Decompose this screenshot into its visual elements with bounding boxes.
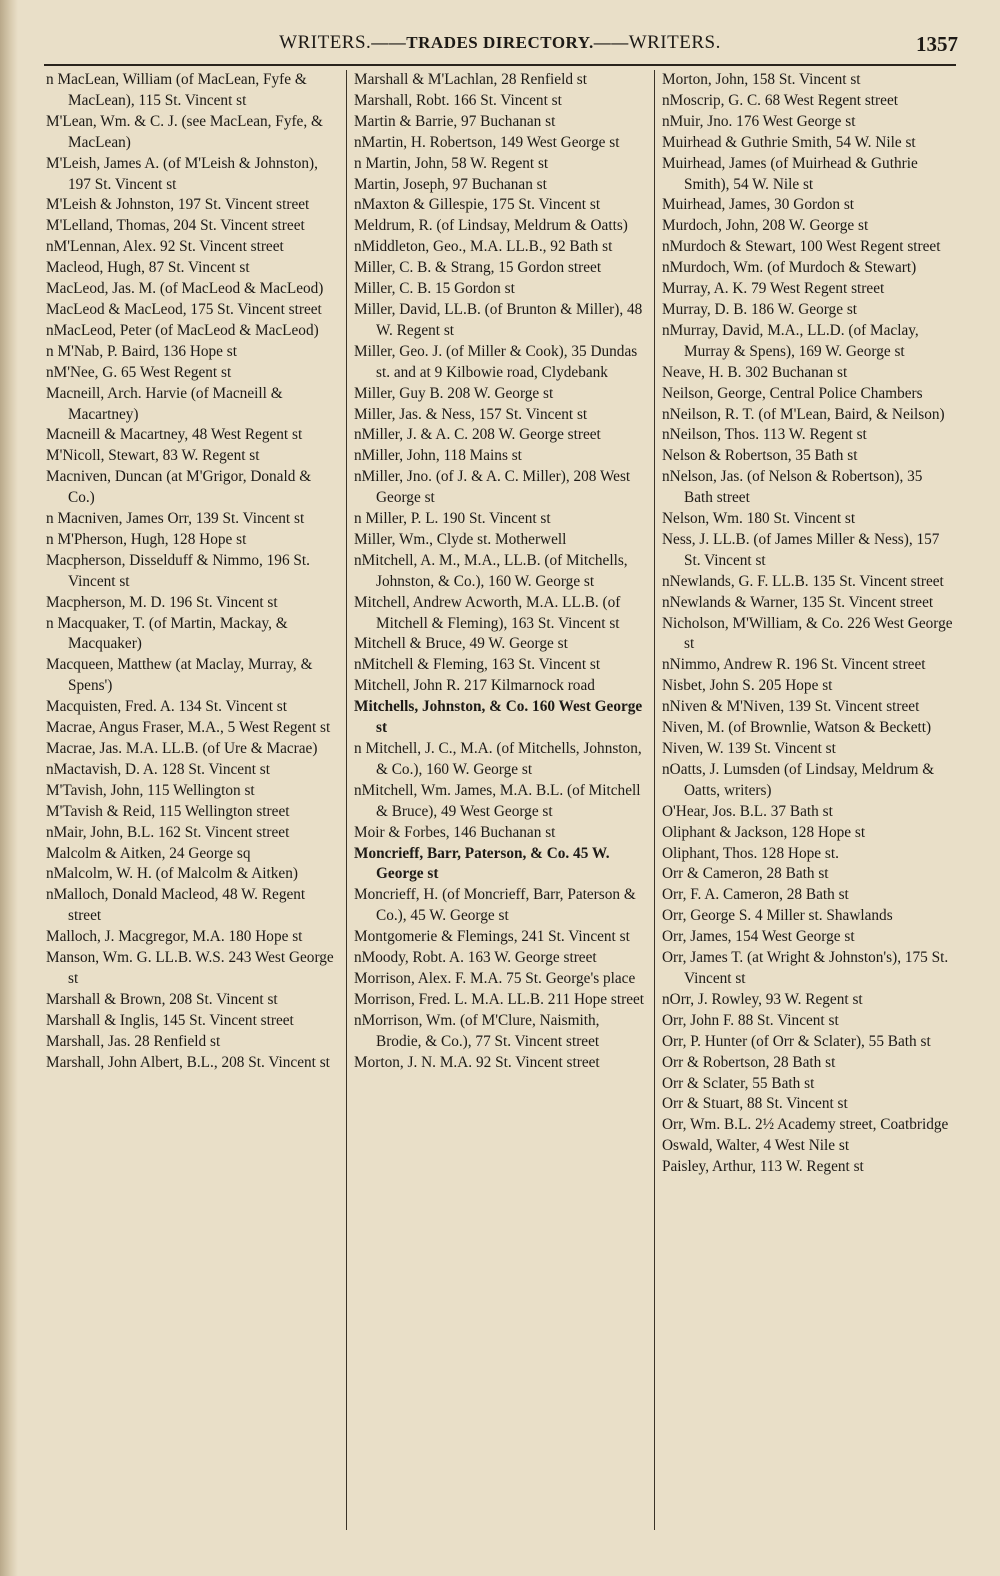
directory-entry: M'Lelland, Thomas, 204 St. Vincent street — [46, 217, 305, 235]
directory-entry: Nelson, Wm. 180 St. Vincent st — [662, 510, 856, 528]
directory-entry: Nisbet, John S. 205 Hope st — [662, 677, 833, 695]
directory-entry: Orr, James T. (at Wright & Johnston's), 175 St. Vincent st — [662, 949, 949, 987]
directory-entry: Macqueen, Matthew (at Maclay, Murray, & Spens') — [46, 656, 313, 695]
directory-entry: Malcolm & Aitken, 24 George sq — [46, 844, 251, 862]
directory-entry: Mitchells, Johnston, & Co. 160 West George st — [354, 698, 643, 737]
directory-entry: nNewlands, G. F. LL.B. 135 St. Vincent street — [662, 572, 944, 590]
directory-entry: Miller, Guy B. 208 W. George st — [354, 384, 554, 402]
directory-column-3 — [662, 70, 954, 1570]
directory-entry: nOatts, J. Lumsden (of Lindsay, Meldrum & Oatts, writers) — [662, 760, 935, 799]
directory-entry: Miller, Geo. J. (of Miller & Cook), 35 Dundas st. and at 9 Kilbowie road, Clydebank — [354, 342, 638, 381]
directory-entry: Morrison, Fred. L. M.A. LL.B. 211 Hope street — [354, 990, 645, 1008]
directory-entry: Macleod, Hugh, 87 St. Vincent st — [46, 259, 250, 277]
directory-entry: nMitchell, Wm. James, M.A. B.L. (of Mitchell & Bruce), 49 West George st — [354, 781, 641, 820]
directory-entry: Macniven, Duncan (at M'Grigor, Donald & Co.) — [46, 468, 312, 507]
directory-entry: Orr, John F. 88 St. Vincent st — [662, 1011, 839, 1029]
directory-entry: MacLeod, Jas. M. (of MacLeod & MacLeod) — [46, 280, 324, 298]
directory-entry: Orr & Robertson, 28 Bath st — [662, 1053, 836, 1071]
directory-entry: M'Nicoll, Stewart, 83 W. Regent st — [46, 447, 260, 465]
directory-entry: Marshall, John Albert, B.L., 208 St. Vincent st — [46, 1053, 330, 1071]
directory-entry: Marshall & Brown, 208 St. Vincent st — [46, 990, 278, 1008]
header-rule — [44, 64, 956, 66]
directory-columns — [46, 70, 958, 1570]
directory-entry: Oliphant, Thos. 128 Hope st. — [662, 844, 839, 862]
directory-entry: nMuir, Jno. 176 West George st — [662, 112, 856, 130]
directory-entry: Meldrum, R. (of Lindsay, Meldrum & Oatts) — [354, 217, 628, 235]
directory-entry: Marshall & M'Lachlan, 28 Renfield st — [354, 71, 588, 88]
directory-entry: nMiller, Jno. (of J. & A. C. Miller), 208 West George st — [354, 468, 631, 507]
page-header — [40, 32, 960, 62]
directory-entry: nMartin, H. Robertson, 149 West George st — [354, 133, 620, 151]
page-number: 1357 — [916, 32, 958, 56]
directory-entry: nMiller, J. & A. C. 208 W. George street — [354, 426, 601, 444]
directory-entry: Oswald, Walter, 4 West Nile st — [662, 1137, 850, 1155]
directory-entry: Macrae, Jas. M.A. LL.B. (of Ure & Macrae) — [46, 740, 318, 757]
directory-entry: Mitchell & Bruce, 49 W. George st — [354, 635, 568, 653]
directory-entry: n MacLean, William (of MacLean, Fyfe & MacLean), 115 St. Vincent st — [46, 71, 307, 109]
directory-entry: n M'Pherson, Hugh, 128 Hope st — [46, 530, 247, 548]
directory-entry: nNewlands & Warner, 135 St. Vincent street — [662, 593, 934, 611]
directory-entry: Macpherson, M. D. 196 St. Vincent st — [46, 593, 278, 611]
directory-entry: Orr, Wm. B.L. 2½ Academy street, Coatbridge — [662, 1116, 949, 1134]
directory-entry: nMalloch, Donald Macleod, 48 W. Regent street — [46, 886, 306, 925]
directory-entry: Montgomerie & Flemings, 241 St. Vincent st — [354, 928, 630, 946]
directory-entry: nMitchell & Fleming, 163 St. Vincent st — [354, 656, 601, 674]
directory-entry: nMaxton & Gillespie, 175 St. Vincent st — [354, 196, 601, 214]
running-title-center: ——TRADES DIRECTORY.—— — [371, 33, 629, 52]
directory-entry: n Macquaker, T. (of Martin, Mackay, & Macquaker) — [46, 614, 288, 653]
directory-entry: Marshall, Robt. 166 St. Vincent st — [354, 91, 562, 109]
directory-entry: Orr & Sclater, 55 Bath st — [662, 1074, 815, 1092]
directory-entry: M'Leish, James A. (of M'Leish & Johnston), 197 St. Vincent st — [46, 154, 318, 193]
directory-entry: Malloch, J. Macgregor, M.A. 180 Hope st — [46, 928, 303, 946]
directory-entry: nNeilson, Thos. 113 W. Regent st — [662, 426, 867, 444]
directory-entry: nMalcolm, W. H. (of Malcolm & Aitken) — [46, 865, 298, 883]
directory-entry: Miller, Jas. & Ness, 157 St. Vincent st — [354, 405, 588, 423]
directory-entry: Morton, John, 158 St. Vincent st — [662, 71, 861, 88]
directory-entry: Neave, H. B. 302 Buchanan st — [662, 363, 848, 381]
directory-entry: Macrae, Angus Fraser, M.A., 5 West Regent st — [46, 719, 331, 737]
directory-entry: nMiddleton, Geo., M.A. LL.B., 92 Bath st — [354, 238, 613, 256]
directory-entry: Martin & Barrie, 97 Buchanan st — [354, 112, 556, 130]
directory-entry: nMoscrip, G. C. 68 West Regent street — [662, 91, 898, 109]
running-title-left: WRITERS. — [279, 32, 372, 53]
directory-entry: Moncrieff, Barr, Paterson, & Co. 45 W. George st — [354, 844, 610, 883]
directory-entry: nM'Nee, G. 65 West Regent st — [46, 363, 232, 381]
directory-entry: Neilson, George, Central Police Chambers — [662, 384, 923, 402]
running-title-right: WRITERS. — [628, 32, 721, 53]
directory-entry: nMair, John, B.L. 162 St. Vincent street — [46, 823, 290, 841]
directory-entry: nMitchell, A. M., M.A., LL.B. (of Mitchells, Johnston, & Co.), 160 W. George st — [354, 551, 628, 590]
directory-entry: Martin, Joseph, 97 Buchanan st — [354, 175, 547, 193]
directory-entry: Moncrieff, H. (of Moncrieff, Barr, Paterson & Co.), 45 W. George st — [354, 886, 636, 925]
directory-entry: Orr, George S. 4 Miller st. Shawlands — [662, 907, 893, 925]
directory-entry: Muirhead & Guthrie Smith, 54 W. Nile st — [662, 133, 916, 151]
directory-entry: nOrr, J. Rowley, 93 W. Regent st — [662, 990, 863, 1008]
directory-entry: Miller, C. B. 15 Gordon st — [354, 280, 515, 298]
directory-entry: nNimmo, Andrew R. 196 St. Vincent street — [662, 656, 926, 674]
directory-entry: Murray, A. K. 79 West Regent street — [662, 280, 885, 298]
directory-entry: M'Tavish & Reid, 115 Wellington street — [46, 802, 290, 820]
directory-entry: Mitchell, John R. 217 Kilmarnock road — [354, 677, 595, 695]
directory-entry: n M'Nab, P. Baird, 136 Hope st — [46, 342, 237, 360]
directory-entry: Muirhead, James (of Muirhead & Guthrie Smith), 54 W. Nile st — [662, 154, 918, 193]
directory-entry: Morrison, Alex. F. M.A. 75 St. George's place — [354, 969, 636, 987]
directory-entry: Niven, M. (of Brownlie, Watson & Beckett) — [662, 719, 932, 737]
directory-entry: Morton, J. N. M.A. 92 St. Vincent street — [354, 1053, 600, 1071]
directory-entry: nMurray, David, M.A., LL.D. (of Maclay, Murray & Spens), 169 W. George st — [662, 321, 919, 360]
directory-entry: Orr, F. A. Cameron, 28 Bath st — [662, 886, 849, 904]
directory-entry: Murray, D. B. 186 W. George st — [662, 300, 858, 318]
directory-entry: Macneill & Macartney, 48 West Regent st — [46, 426, 303, 444]
directory-entry: Manson, Wm. G. LL.B. W.S. 243 West George st — [46, 949, 334, 987]
directory-entry: nM'Lennan, Alex. 92 St. Vincent street — [46, 238, 284, 256]
directory-entry: nMurdoch, Wm. (of Murdoch & Stewart) — [662, 259, 917, 277]
directory-entry: Murdoch, John, 208 W. George st — [662, 217, 869, 235]
directory-entry: nMactavish, D. A. 128 St. Vincent st — [46, 760, 270, 778]
directory-entry: Macquisten, Fred. A. 134 St. Vincent st — [46, 698, 287, 716]
directory-entry: nMoody, Robt. A. 163 W. George street — [354, 949, 597, 967]
column-divider — [654, 70, 655, 1530]
directory-entry: n Mitchell, J. C., M.A. (of Mitchells, Johnston, & Co.), 160 W. George st — [354, 740, 642, 778]
directory-entry: O'Hear, Jos. B.L. 37 Bath st — [662, 802, 833, 820]
directory-entry: Miller, C. B. & Strang, 15 Gordon street — [354, 259, 602, 277]
directory-entry: Orr, P. Hunter (of Orr & Sclater), 55 Bath st — [662, 1032, 931, 1050]
directory-entry: nMorrison, Wm. (of M'Clure, Naismith, Brodie, & Co.), 77 St. Vincent street — [354, 1011, 600, 1050]
directory-entry: Paisley, Arthur, 113 W. Regent st — [662, 1158, 864, 1176]
directory-entry: Orr & Cameron, 28 Bath st — [662, 865, 829, 883]
directory-column-1 — [46, 70, 338, 1570]
directory-entry: n Miller, P. L. 190 St. Vincent st — [354, 510, 551, 528]
directory-entry: Miller, David, LL.B. (of Brunton & Miller), 48 W. Regent st — [354, 300, 643, 339]
running-title — [40, 32, 960, 54]
directory-entry: Moir & Forbes, 146 Buchanan st — [354, 823, 556, 841]
directory-entry: n Macniven, James Orr, 139 St. Vincent st — [46, 510, 305, 528]
directory-entry: M'Leish & Johnston, 197 St. Vincent street — [46, 196, 310, 214]
directory-entry: M'Lean, Wm. & C. J. (see MacLean, Fyfe, & MacLean) — [46, 112, 323, 151]
directory-entry: Macpherson, Disselduff & Nimmo, 196 St. Vincent st — [46, 551, 310, 590]
directory-column-2 — [354, 70, 646, 1570]
directory-entry: Orr & Stuart, 88 St. Vincent st — [662, 1095, 848, 1113]
directory-entry: Niven, W. 139 St. Vincent st — [662, 740, 836, 757]
column-divider — [346, 70, 347, 1530]
directory-entry: nMacLeod, Peter (of MacLeod & MacLeod) — [46, 321, 319, 339]
directory-entry: Muirhead, James, 30 Gordon st — [662, 196, 855, 214]
directory-entry: nNeilson, R. T. (of M'Lean, Baird, & Neilson) — [662, 405, 945, 423]
directory-entry: Miller, Wm., Clyde st. Motherwell — [354, 530, 567, 548]
directory-entry: nMiller, John, 118 Mains st — [354, 447, 522, 465]
directory-entry: Ness, J. LL.B. (of James Miller & Ness), 157 St. Vincent st — [662, 530, 940, 569]
directory-entry: nMurdoch & Stewart, 100 West Regent street — [662, 238, 941, 256]
directory-entry: n Martin, John, 58 W. Regent st — [354, 154, 549, 172]
directory-entry: Nelson & Robertson, 35 Bath st — [662, 447, 858, 465]
directory-entry: Orr, James, 154 West George st — [662, 928, 855, 946]
directory-entry: nNelson, Jas. (of Nelson & Robertson), 35 Bath street — [662, 468, 923, 507]
directory-entry: MacLeod & MacLeod, 175 St. Vincent street — [46, 300, 322, 318]
directory-entry: Marshall, Jas. 28 Renfield st — [46, 1032, 221, 1050]
directory-entry: Oliphant & Jackson, 128 Hope st — [662, 823, 866, 841]
directory-entry: Marshall & Inglis, 145 St. Vincent street — [46, 1011, 294, 1029]
directory-entry: M'Tavish, John, 115 Wellington st — [46, 781, 255, 799]
directory-entry: Macneill, Arch. Harvie (of Macneill & Macartney) — [46, 384, 283, 423]
directory-entry: Mitchell, Andrew Acworth, M.A. LL.B. (of Mitchell & Fleming), 163 St. Vincent st — [354, 593, 621, 632]
directory-entry: Nicholson, M'William, & Co. 226 West George st — [662, 614, 953, 653]
page-binding-edge — [0, 0, 18, 1576]
directory-entry: nNiven & M'Niven, 139 St. Vincent street — [662, 698, 920, 716]
